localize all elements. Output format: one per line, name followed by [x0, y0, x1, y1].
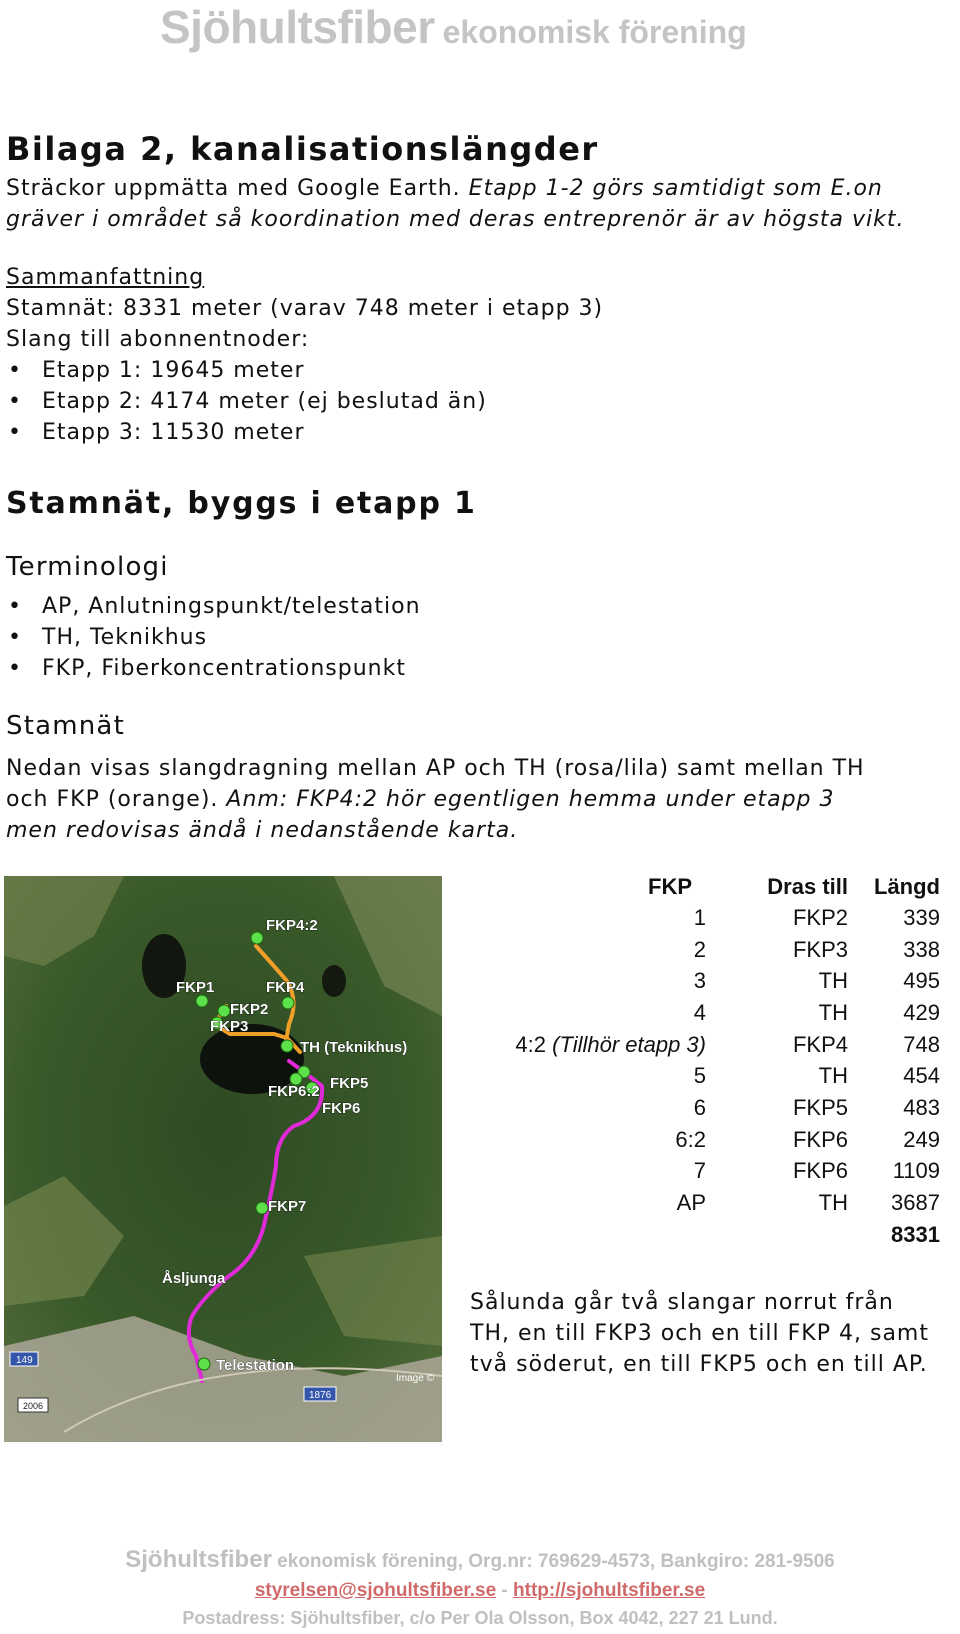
stamnat-line1: Nedan visas slangdragning mellan AP och TH (rosa/lila) samt mellan TH [6, 756, 865, 781]
terminology-heading: Terminologi [6, 552, 169, 582]
stamnat-heading: Stamnät [6, 711, 125, 741]
map-label-fkp7: FKP7 [268, 1198, 307, 1215]
note-line3: två söderut, en till FKP5 och en till AP. [470, 1352, 928, 1377]
satellite-map [4, 876, 442, 1442]
page-title: Bilaga 2, kanalisationslängder [6, 130, 599, 168]
footer-brand: Sjöhultsfiber [125, 1546, 272, 1573]
section-title: Stamnät, byggs i etapp 1 [6, 486, 477, 521]
road-number-149: 149 [16, 1355, 33, 1366]
table-row: 6 FKP5 483 [693, 1094, 940, 1120]
pin-fkp7 [256, 1202, 268, 1214]
pin-telestation [198, 1358, 210, 1370]
header-brand [160, 0, 747, 54]
map-label-fkp4-2: FKP4:2 [266, 917, 318, 934]
map-label-fkp1: FKP1 [176, 979, 215, 996]
map-label-fkp5: FKP5 [330, 1075, 369, 1092]
list-item: • TH, Teknikhus [6, 622, 421, 653]
table-row: AP TH 3687 [676, 1190, 940, 1216]
intro-line1-italic: Etapp 1-2 görs samtidigt som E.on [468, 176, 883, 201]
summary-block [6, 262, 603, 448]
footer-address: Postadress: Sjöhultsfiber, c/o Per Ola Olsson, Box 4042, 227 21 Lund. [182, 1608, 778, 1628]
pin-fkp2 [218, 1005, 230, 1017]
stamnat-line2-italic: Anm: FKP4:2 hör egentligen hemma under etapp 3 [226, 787, 835, 812]
list-item: • FKP, Fiberkoncentrationspunkt [6, 653, 421, 684]
intro-paragraph [6, 173, 905, 235]
pin-fkp1 [196, 995, 208, 1007]
note-line1: Sålunda går två slangar norrut från [470, 1290, 894, 1315]
summary-note [470, 1287, 929, 1380]
list-item: • Etapp 2: 4174 meter (ej beslutad än) [6, 386, 603, 417]
table-row: 1 FKP2 339 [693, 904, 940, 930]
col-header-langd: Längd [874, 873, 940, 899]
pin-fkp4 [282, 997, 294, 1009]
table-row: 2 FKP3 338 [693, 936, 940, 962]
map-image-credit: Image © [396, 1373, 434, 1384]
table-row: 3 TH 495 [693, 968, 940, 994]
note-line2: TH, en till FKP3 och en till FKP 4, samt [470, 1321, 929, 1346]
col-header-fkp: FKP [648, 873, 692, 899]
summary-heading: Sammanfattning [6, 265, 205, 290]
list-item: • Etapp 1: 19645 meter [6, 355, 603, 386]
footer-website-link[interactable]: http://sjohultsfiber.se [513, 1580, 706, 1601]
map-label-fkp3: FKP3 [210, 1018, 249, 1035]
summary-list [6, 355, 603, 448]
summary-slang: Slang till abonnentnoder: [6, 327, 310, 352]
map-label-fkp2: FKP2 [230, 1001, 269, 1018]
footer-org: ekonomisk förening, Org.nr: 769629-4573, Bankgiro: 281-9506 [271, 1551, 835, 1572]
pin-th [281, 1040, 293, 1052]
table-row: 5 TH 454 [693, 1063, 940, 1089]
table-total: 8331 [891, 1221, 940, 1247]
footer-email-link[interactable]: styrelsen@sjohultsfiber.se [254, 1580, 497, 1601]
road-number-1876: 1876 [309, 1390, 332, 1401]
map-label-fkp6-2: FKP6:2 [268, 1083, 320, 1100]
footer-line2 [0, 1580, 960, 1602]
intro-line1: Sträckor uppmätta med Google Earth. [6, 176, 469, 201]
footer-separator: - [496, 1580, 514, 1601]
map-label-fkp4: FKP4 [266, 979, 305, 996]
stamnat-paragraph [6, 753, 865, 846]
pin-fkp4-2 [251, 932, 263, 944]
map-label-th: TH (Teknikhus) [300, 1039, 408, 1056]
table-row: 4 TH 429 [693, 999, 940, 1025]
summary-stamnat: Stamnät: 8331 meter (varav 748 meter i etapp 3) [6, 296, 604, 321]
brand-name: Sjöhultsfiber [160, 1, 435, 53]
lake [322, 965, 346, 997]
col-header-dras-till: Dras till [767, 873, 848, 899]
map-year: 2006 [23, 1401, 44, 1411]
table-row: 6:2 FKP6 249 [675, 1126, 940, 1152]
intro-line2: gräver i området så koordination med deras entreprenör är av högsta vikt. [6, 207, 905, 232]
map-label-telestation: Telestation [216, 1357, 295, 1374]
brand-suffix: ekonomisk förening [442, 14, 747, 50]
footer-line1 [0, 1546, 960, 1574]
map-label-asljunga: Åsljunga [162, 1270, 226, 1287]
stamnat-line2: och FKP (orange). [6, 787, 227, 812]
stamnat-line3: men redovisas ändå i nedanstående karta. [6, 818, 519, 843]
table-header-row [470, 871, 946, 902]
list-item: • AP, Anlutningspunkt/telestation [6, 591, 421, 622]
fkp-note: (Tillhör etapp 3) [552, 1031, 706, 1057]
fkp-table [470, 871, 946, 1251]
table-total-row [470, 1219, 946, 1251]
list-item: • Etapp 3: 11530 meter [6, 417, 603, 448]
terminology-list [6, 591, 421, 684]
table-row: 7 FKP6 1109 [693, 1158, 940, 1184]
map-label-fkp6: FKP6 [322, 1100, 361, 1117]
table-row: 4:2 (Tillhör etapp 3) FKP4 748 [515, 1031, 940, 1057]
